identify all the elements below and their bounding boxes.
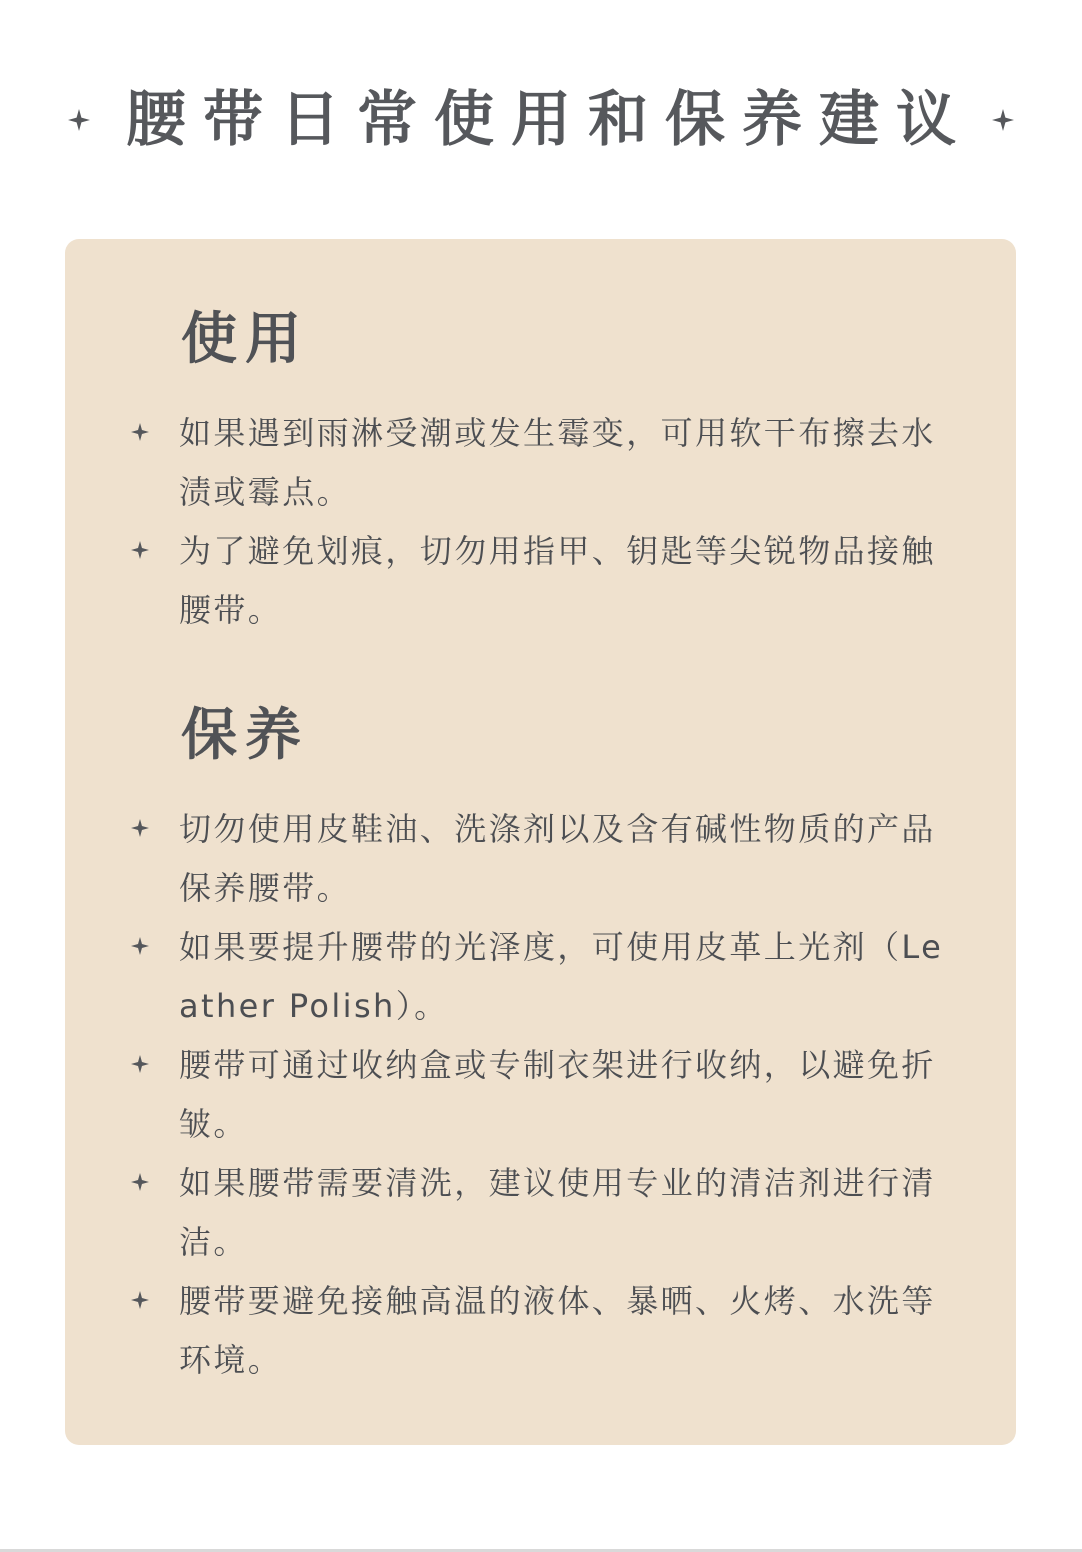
list-item-text: 腰带可通过收纳盒或专制衣架进行收纳，以避免折皱。 bbox=[179, 1046, 936, 1143]
bullet-star-icon bbox=[131, 819, 149, 837]
page-title: 腰带日常使用和保养建议 bbox=[126, 85, 973, 155]
title-left-star-icon bbox=[68, 109, 90, 131]
list-item-text: 如果腰带需要清洗，建议使用专业的清洁剂进行清洁。 bbox=[179, 1164, 936, 1261]
advice-card bbox=[65, 239, 1016, 1445]
section-heading-usage: 使用 bbox=[181, 307, 309, 372]
bullet-star-icon bbox=[131, 1055, 149, 1073]
bullet-star-icon bbox=[131, 1173, 149, 1191]
title-row bbox=[0, 82, 1082, 158]
list-item-text: 如果要提升腰带的光泽度，可使用皮革上光剂（Leather Polish）。 bbox=[179, 928, 944, 1025]
bullet-star-icon bbox=[131, 541, 149, 559]
list-item-text: 如果遇到雨淋受潮或发生霉变，可用软干布擦去水渍或霉点。 bbox=[179, 414, 936, 511]
list-item-text: 切勿使用皮鞋油、洗涤剂以及含有碱性物质的产品保养腰带。 bbox=[179, 810, 936, 907]
bullet-star-icon bbox=[131, 937, 149, 955]
bullet-star-icon bbox=[131, 423, 149, 441]
section-heading-care: 保养 bbox=[181, 703, 309, 768]
bullet-star-icon bbox=[131, 1291, 149, 1309]
list-item-text: 为了避免划痕，切勿用指甲、钥匙等尖锐物品接触腰带。 bbox=[179, 532, 936, 629]
title-right-star-icon bbox=[992, 109, 1014, 131]
list-item-text: 腰带要避免接触高温的液体、暴晒、火烤、水洗等环境。 bbox=[179, 1282, 936, 1379]
